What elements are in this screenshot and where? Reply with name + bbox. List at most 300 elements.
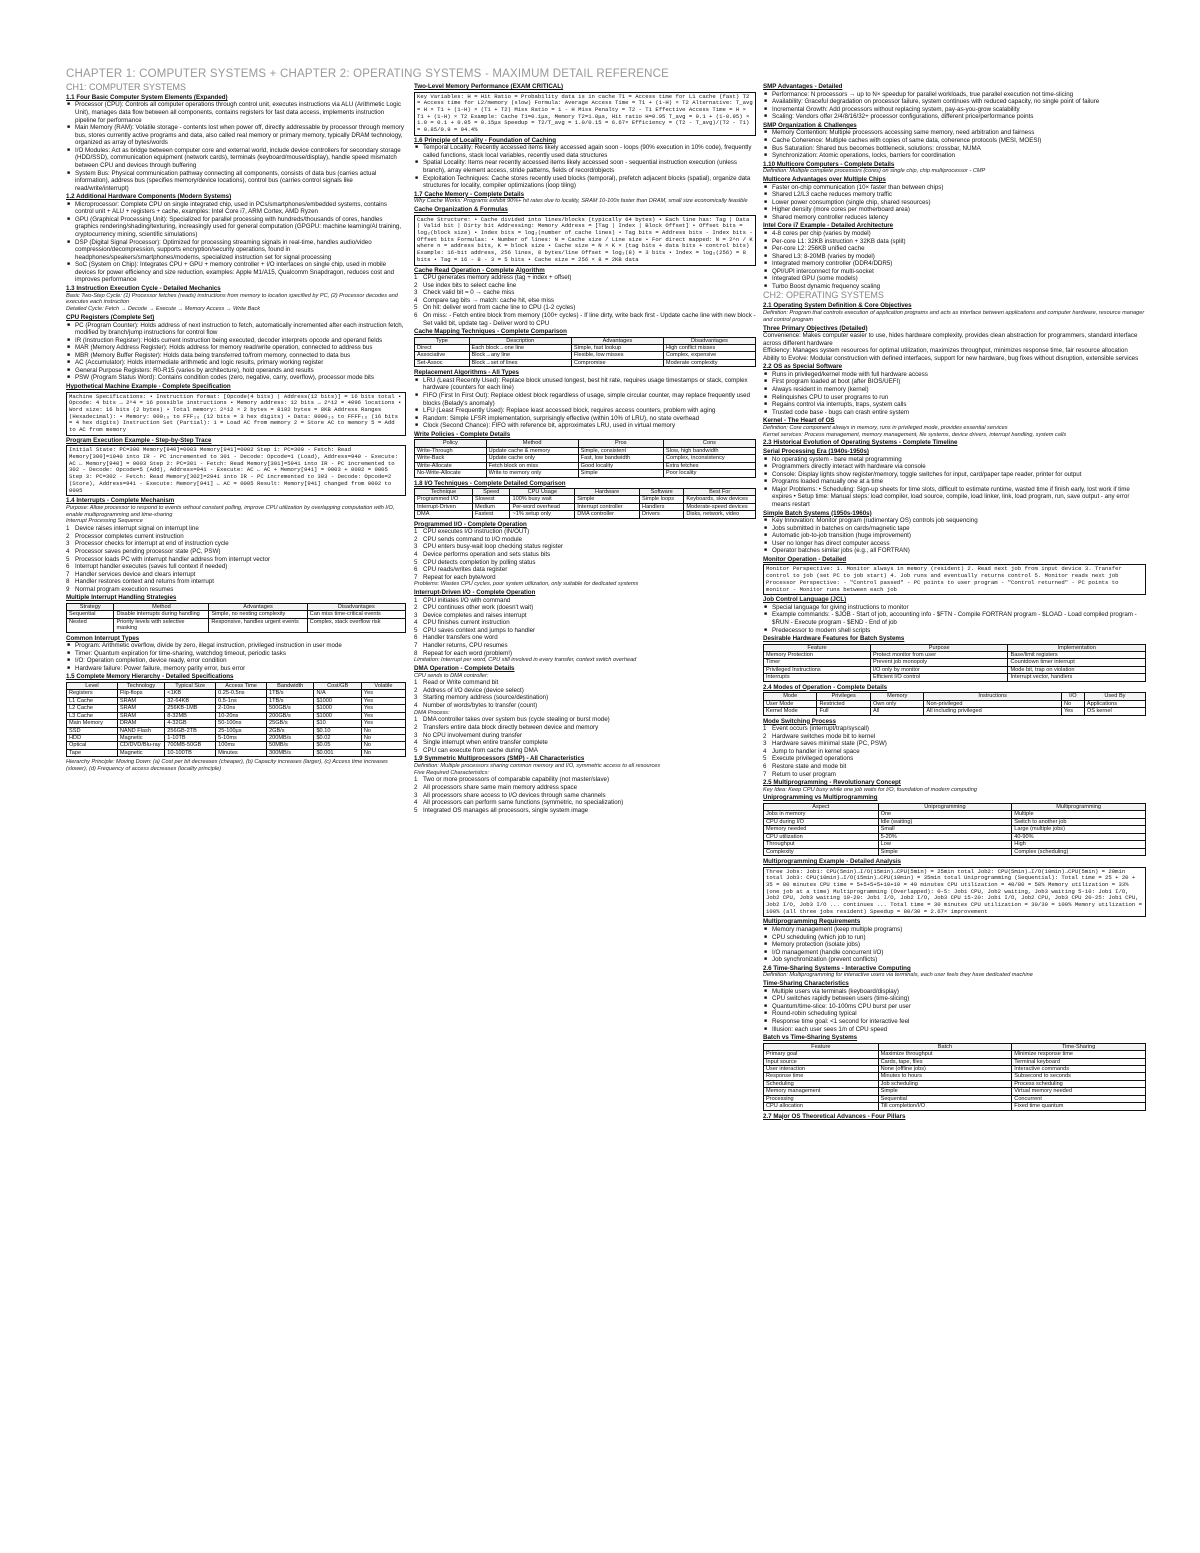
table-cell: Primary goal [764, 1051, 879, 1058]
table-cell: <1KB [165, 690, 216, 697]
numbered-item [66, 525, 406, 533]
item-number: 4 [414, 619, 418, 627]
item-text: Cache Coherence: Multiple caches with copies of same data, coherence protocols (MESI, MOESI) [772, 136, 1042, 144]
item-number: 1 [414, 776, 418, 784]
bullet-item [414, 392, 756, 407]
column-header: Implementation [1008, 644, 1146, 651]
bullet-item [763, 401, 1146, 409]
bullet-item [66, 124, 406, 147]
item-text: LFU (Least Frequently Used): Replace least accessed block, requires access counters, problem with aging [423, 407, 716, 415]
table-cell: Idle (waiting) [878, 818, 1012, 825]
table-cell: Yes [1061, 708, 1084, 715]
table-cell: Write-Allocate [415, 462, 487, 469]
column-header: Feature [764, 1043, 879, 1050]
item-text: Turbo Boost dynamic frequency scaling [772, 282, 881, 290]
table-header-row [415, 489, 756, 496]
table-row [415, 455, 756, 462]
item-text: Number of words/bytes to transfer (count) [423, 702, 538, 709]
data-table [414, 439, 756, 477]
item-text: Spatial Locality: Items near recently accessed items likely accessed soon - sequential instruction execution (unless branch), array element access, stride patterns, fields of record/objects [423, 159, 737, 175]
item-text: MAR (Memory Address Register): Holds address for memory read/write operation, connected to address bus [75, 344, 373, 352]
bullet-item [763, 283, 1146, 291]
data-table [414, 488, 756, 519]
section-heading: Multiple Interrupt Handling Strategies [66, 594, 177, 602]
table-cell: Drivers [640, 511, 684, 518]
table-row [67, 705, 406, 712]
table-cell: SRAM [117, 697, 164, 704]
bullet-item [763, 478, 1146, 486]
item-text: Program: Arithmetic overflow, divide by zero, illegal instruction, privileged instruction in user mode [75, 642, 342, 650]
item-number: 7 [414, 642, 418, 649]
table-cell: User interaction [764, 1065, 879, 1072]
table-cell: Fixed time quantum [1012, 1103, 1146, 1110]
table-cell: Good locality [578, 462, 663, 469]
section-heading: Interrupt-Driven I/O - Complete Operation [414, 589, 536, 597]
item-number: 7 [763, 770, 767, 778]
item-text: Integrated OS manages all processors, single system image [423, 806, 589, 814]
table-cell: $0.001 [314, 749, 361, 756]
table-row [67, 712, 406, 719]
item-text: No CPU involvement during transfer [423, 731, 523, 739]
item-text: Jump to handler in kernel space [772, 747, 860, 755]
table-cell: 0.5-1ns [216, 697, 267, 704]
table-cell: Efficient I/O control [870, 674, 1008, 681]
table-cell: $1000 [314, 705, 361, 712]
bullet-item [763, 199, 1146, 207]
numbered-item [414, 634, 756, 642]
table-cell: Poor locality [663, 470, 755, 477]
table-cell: Memory Protection [764, 652, 871, 659]
definition-note: Five Required Characteristics: [414, 769, 489, 776]
bullet-item [763, 547, 1146, 555]
table-cell: 5-10ms [216, 734, 267, 741]
table-cell: Interrupts [764, 674, 871, 681]
numbered-item [414, 776, 756, 784]
item-text: CPU can execute from cache during DMA [423, 746, 538, 754]
numbered-list [414, 776, 756, 814]
section-heading: 2.3 Historical Evolution of Operating Systems - Complete Timeline [763, 439, 958, 447]
definition-note: Limitation: Interrupt per word, CPU still involved in every transfer, context switch overhead [414, 657, 637, 664]
table-cell: ~1% setup only [510, 511, 575, 518]
column-header: Volatile [361, 682, 405, 689]
item-text: AC (Accumulator): Holds intermediate arithmetic and logic results, primary working register [75, 359, 324, 367]
column-header: Privileges [817, 693, 870, 700]
item-text: DSP (Digital Signal Processor): Optimized for processing streaming signals in real-time, handles audio/video compression/decompression, supports encryption/security operations, found in headphones/speakers/smartphones/modems, specialized instruction set for signal processing [75, 238, 372, 261]
numbered-item [66, 533, 406, 541]
table-cell: No [361, 749, 405, 756]
item-number: 2 [763, 732, 767, 740]
numbered-item [763, 755, 1146, 763]
data-table [66, 682, 406, 757]
item-text: Relinquishes CPU to user programs to run [772, 393, 889, 401]
table-cell: Till completion/I/O [878, 1103, 1012, 1110]
item-number: 1 [414, 274, 418, 282]
table-cell: Registers [67, 690, 118, 697]
bullet-item [66, 367, 406, 375]
table-row [67, 720, 406, 727]
item-text: Address of I/O device (device select) [423, 686, 524, 694]
table-cell: No [361, 742, 405, 749]
table-cell: 300MB/s [266, 749, 313, 756]
table-cell: Disks, network, video [684, 511, 756, 518]
table-cell: No [361, 727, 405, 734]
column-header: Instructions [924, 693, 1062, 700]
numbered-item [414, 747, 756, 755]
table-cell: Throughput [764, 841, 879, 848]
column-2 [414, 82, 756, 1498]
table-row [764, 1065, 1146, 1072]
numbered-item [414, 289, 756, 297]
table-cell: Simple [575, 496, 640, 503]
item-text: Repeat for each byte/word [423, 573, 496, 581]
section-heading: 2.4 Modes of Operation - Complete Details [763, 683, 888, 691]
table-cell: NAND Flash [117, 727, 164, 734]
item-text: Programs loaded manually one at a time [772, 478, 884, 486]
table-cell: DRAM [117, 720, 164, 727]
bullet-item [66, 101, 406, 124]
bullet-item [763, 191, 1146, 199]
table-cell: 1-10TB [165, 734, 216, 741]
table-row [67, 690, 406, 697]
table-cell: HDD [67, 734, 118, 741]
numbered-item [66, 586, 406, 594]
item-text: Console: Display lights show register/memory, toggle switches for input, card/paper tape reader, printer for output [772, 470, 1082, 478]
bullet-item [763, 956, 1146, 964]
bullet-item [763, 926, 1146, 934]
table-cell: No [1061, 700, 1084, 707]
table-cell: Per-word overhead [510, 503, 575, 510]
numbered-item [66, 540, 406, 548]
bullet-item [66, 374, 406, 382]
definition-note: Key Idea: Keep CPU busy while one job waits for I/O, foundation of modern computing [763, 786, 977, 793]
item-text: Jobs submitted in batches on cards/magnetic tape [772, 524, 910, 532]
table-cell: Write to memory only [486, 470, 578, 477]
item-text: Random: Simple LFSR implementation, surprisingly effective (within 10% of LRU), no state overhead [423, 414, 700, 422]
table-cell: 50-100ns [216, 720, 267, 727]
bullet-item [763, 378, 1146, 386]
numbered-list [66, 525, 406, 593]
table-cell: $0.05 [314, 742, 361, 749]
item-number: 1 [66, 525, 70, 533]
table-cell: Interactive commands [1012, 1065, 1146, 1072]
item-text: PSW (Program Status Word): Contains condition codes (zero, negative, carry, overflow), processor mode bits [75, 374, 374, 382]
table-cell: Programmed I/O [415, 496, 473, 503]
column-header: Uniprogramming [878, 804, 1012, 811]
section-heading: 2.5 Multiprogramming - Revolutionary Concept [763, 779, 901, 787]
bullet-item [66, 642, 406, 650]
numbered-item [66, 556, 406, 564]
item-text: Multiple users via terminals (keyboard/display) [772, 987, 899, 995]
numbered-list [414, 679, 756, 709]
table-cell: L3 Cache [67, 712, 118, 719]
columns [66, 82, 1146, 1498]
formula-box: Monitor Perspective: 1. Monitor always in memory (resident) 2. Read next job from input device 3. Transfer control to job (set PC to job start) 4. Job runs and eventually returns control 5. Monitor reads next job Processor Perspective: - "Control passed" - PC points to user program - "Control returned" - PC points to monitor - Monitor runs between each job [763, 564, 1146, 595]
item-text: I/O Modules: Act as bridge between computer core and external world, include device controllers for secondary storage (HDD/SSD), communication equipment (network cards), terminals (keyboard/mouse/display), handle speed mismatch between CPU and devices through buffering [75, 146, 401, 169]
table-cell: 25GB/s [266, 720, 313, 727]
item-number: 4 [414, 551, 418, 558]
formula-box: Machine Specifications: • Instruction format: [Opcode(4 bits) | Address(12 bits)] = 16 bits total • Opcode: 4 bits → 2^4 = 16 possible instructions • Memory address: 12 bits → 2^12 = 4096 locations • Word size: 16 bits (2 bytes) • Total memory: 2^12 × 2 bytes = 8192 bytes = 8KB Address Ranges (Hexadecimal): • Memory: 000₁₆ to FFF₁₆ (12 bits = 3 hex digits) • Data: 0000₁₆ to FFFF₁₆ (16 bits = 4 hex digits) Instruction Set (Partial): 1 = Load AC from memory 2 = Store AC to memory 5 = Add to AC from memory [66, 392, 406, 436]
numbered-item [66, 571, 406, 579]
column-header: Speed [472, 489, 510, 496]
data-table [763, 692, 1146, 715]
table-cell: Protect monitor from user [870, 652, 1008, 659]
bullet-item [66, 359, 406, 367]
bullet-list [66, 322, 406, 383]
section-heading: Kernel - The Heart of OS [763, 417, 835, 425]
section-heading: Three Primary Objectives (Detailed) [763, 324, 868, 332]
item-text: Check valid bit = 0 → cache miss [423, 289, 515, 297]
table-cell: Countdown timer interrupt [1008, 659, 1146, 666]
numbered-list [414, 716, 756, 754]
table-cell: 700MB-50GB [165, 742, 216, 749]
bullet-item [763, 517, 1146, 525]
table-header-row [764, 693, 1146, 700]
bullet-item [66, 665, 406, 673]
bullet-item [414, 415, 756, 423]
table-cell: CD/DVD/Blu-ray [117, 742, 164, 749]
item-number: 2 [414, 686, 418, 694]
bullet-item [414, 407, 756, 415]
table-cell: 0.25-0.5ns [216, 690, 267, 697]
table-row [764, 833, 1146, 840]
column-header: Method [114, 603, 209, 610]
numbered-item [414, 792, 756, 800]
table-cell: 100% busy wait [510, 496, 575, 503]
table-cell: CPU during I/O [764, 818, 879, 825]
section-heading: Desirable Hardware Features for Batch Systems [763, 635, 905, 643]
table-row [67, 742, 406, 749]
column-header: Level [67, 682, 118, 689]
item-text: Processor saves pending processor state (PC, PSW) [75, 547, 221, 555]
table-cell: High [1012, 841, 1146, 848]
column-header: Feature [764, 644, 871, 651]
table-cell: Responsive, handles urgent events [209, 618, 307, 632]
table-cell: Yes [361, 690, 405, 697]
item-number: 5 [763, 755, 767, 763]
bullet-item [763, 214, 1146, 222]
item-text: CPU sends command to I/O module [423, 535, 523, 543]
numbered-item [414, 739, 756, 747]
item-number: 6 [763, 762, 767, 770]
table-cell: Complex (scheduling) [1012, 848, 1146, 855]
item-text: CPU generates memory address (tag + index + offset) [423, 274, 572, 282]
numbered-item [414, 650, 756, 658]
table-row [415, 447, 756, 454]
table-cell: None (offline jobs) [878, 1065, 1012, 1072]
table-cell: $10 [314, 720, 361, 727]
formula-box: Cache Structure: • Cache divided into lines/blocks (typically 64 bytes) • Each line has: Tag | Data | Valid bit | Dirty bit Addressing: Memory Address = [Tag | Index | Block Offset] • Offset bits = log₂(block size) • Index bits = log₂(number of cache lines) • Tag bits = Address bits - Index bits - Offset bits Formulas: • Number of lines: N = Cache size / Line size • For direct mapped: N = 2^n / K where n = address bits, K = block size • Cache size = N × K × (tag bits + data bits + control bits) Example: 16-bit address, 256 lines, 8 bytes/line Offset = log₂(8) = 3 bits • Index = log₂(256) = 8 bits • Tag = 16 - 8 - 3 = 5 bits • Cache size = 256 × 8 = 2KB data [414, 215, 756, 266]
bullet-item [763, 1026, 1146, 1034]
item-text: Incremental Growth: Add processors without replacing system, pay-as-you-grow scalability [772, 105, 1020, 113]
table-row [764, 674, 1146, 681]
column-header: Disadvantages [307, 603, 405, 610]
bullet-item [66, 239, 406, 262]
chapter-heading: CH1: COMPUTER SYSTEMS [66, 82, 187, 92]
item-text: All processors can perform same functions (symmetric, no specialization) [423, 799, 624, 807]
table-cell: Switch to another job [1012, 818, 1146, 825]
item-number: 3 [414, 289, 418, 297]
analysis-box: Three Jobs: Job1: CPU(5min)→I/O(15min)→CPU(5min) = 25min total Job2: CPU(5min)→I/O(10min)→CPU(5min) = 20min total Job3: CPU(10min)→I/O(15min)→CPU(10min) = 35min total Uniprogramming (Sequential): Total time = 25 + 20 + 35 = 80 minutes CPU time = 5+5+5+5+10+10 = 40 minutes CPU utilization = 40/80 = 50% Memory utilization = 33% (one job at a time) Multiprogramming (Overlapped): 0-5: Job1 CPU, Job2 waiting, Job3 waiting 5-10: Job1 I/O, Job2 CPU, Job3 waiting 10-20: Job1 I/O, Job2 I/O, Job3 CPU 15-20: Job1 I/O, Job2 CPU, Job3 CPU 20-25: Job1 CPU, Job2 I/O, Job3 I/O ... continues ... Total time = 30 minutes CPU utilization = 30/30 = 100% Memory utilization = 100% (all three jobs resident) Speedup = 80/30 = 2.67× improvement [763, 867, 1146, 918]
table-cell: Each block→one line [469, 345, 571, 352]
table-cell: DMA [415, 511, 473, 518]
table-cell: $1000 [314, 697, 361, 704]
item-text: Handler restores context and returns from interrupt [75, 578, 214, 586]
item-text: Memory Contention: Multiple processors accessing same memory, need arbitration and fairness [772, 129, 1035, 137]
table-cell: Base/limit registers [1008, 652, 1146, 659]
table-cell: 256GB-2TB [165, 727, 216, 734]
table-cell: Complex, stack overflow risk [307, 618, 405, 632]
bullet-item [66, 337, 406, 345]
table-cell: CPU utilization [764, 833, 879, 840]
bullet-item [763, 206, 1146, 214]
table-cell: Write-Back [415, 455, 487, 462]
table-cell: Multiple [1012, 811, 1146, 818]
item-number: 3 [763, 740, 767, 748]
item-text: System Bus: Physical communication pathway connecting all components, consists of data bus (carries actual information), address bus (specifies memory/device locations), control bus (carries control signals like read/write/interrupt) [75, 169, 377, 192]
item-number: 5 [414, 746, 418, 754]
column-header: Method [486, 440, 578, 447]
table-cell: 500GB/s [266, 705, 313, 712]
definition-note: CPU sends to DMA controller: [414, 672, 489, 679]
item-text: Memory management (keep multiple programs) [772, 926, 903, 934]
bullet-item [763, 995, 1146, 1003]
table-cell: Scheduling [764, 1080, 879, 1087]
bullet-list [414, 377, 756, 430]
item-number: 3 [414, 791, 418, 799]
bullet-item [414, 144, 756, 159]
item-text: I/O management (handle concurrent I/O) [772, 948, 884, 956]
definition-note: Kernel services: Process management, memory management, file systems, device drivers, interrupt handling, system calls [763, 431, 1067, 438]
numbered-item [414, 724, 756, 732]
item-text: CPU scheduling (which job to run) [772, 933, 866, 941]
bullet-item [763, 238, 1146, 246]
table-header-row [67, 603, 406, 610]
table-cell: Input source [764, 1058, 879, 1065]
table-row [415, 470, 756, 477]
numbered-item [414, 627, 756, 635]
table-row [764, 659, 1146, 666]
item-text: Synchronization: Atomic operations, locks, barriers for coordination [772, 152, 955, 160]
column-header: I/O [1061, 693, 1084, 700]
section-heading: 1.2 Additional Hardware Components (Modern Systems) [66, 193, 232, 201]
table-row [415, 511, 756, 518]
table-cell: Non-privileged [924, 700, 1062, 707]
bullet-item [763, 934, 1146, 942]
bullet-list [763, 926, 1146, 964]
item-text: Programmers directly interact with hardware via console [772, 463, 926, 471]
item-number: 1 [763, 725, 767, 733]
table-cell: Block→set of lines [469, 359, 571, 366]
table-cell: No [361, 734, 405, 741]
table-row [764, 1051, 1146, 1058]
table-cell: Handlers [640, 503, 684, 510]
table-cell: SSD [67, 727, 118, 734]
item-text: Shared L3: 8-20MB (varies by model) [772, 252, 875, 260]
section-heading: 2.7 Major OS Theoretical Advances - Four Pillars [763, 1112, 906, 1120]
bullet-item [763, 253, 1146, 261]
numbered-list [414, 597, 756, 658]
column-header: Advantages [209, 603, 307, 610]
item-text: Use index bits to select cache line [423, 281, 517, 289]
item-text: Bus Saturation: Shared bus becomes bottleneck, solutions: crossbar, NUMA [772, 144, 981, 152]
column-header: Aspect [764, 804, 879, 811]
column-header: Purpose [870, 644, 1008, 651]
item-text: Faster on-chip communication (10× faster than between chips) [772, 183, 944, 191]
section-heading: 2.2 OS as Special Software [763, 363, 843, 371]
section-heading: Simple Batch Systems (1950s-1960s) [763, 509, 872, 517]
bullet-item [763, 532, 1146, 540]
item-number: 4 [414, 702, 418, 709]
item-text: Example commands: - $JOB - Start of job, accounting info - $FTN - Compile FORTRAN program - $LOAD - Load compiled program - $RUN - Execute program - $END - End of job [772, 611, 1137, 626]
table-cell: SRAM [117, 705, 164, 712]
item-text: Special language for giving instructions to monitor [772, 603, 909, 611]
item-text: Main Memory (RAM): Volatile storage - contents lost when power off, directly addressable by processor through memory bus, stores currently active programs and data, also called real memory or primary memory, typically DRAM technology, organized as array of bytes/words [75, 124, 404, 147]
definition-note: Definition: Multiple complete processors (cores) on single chip, chip multiprocessor - CMP [763, 168, 986, 175]
item-text: GPU (Graphical Processing Unit): Specialized for parallel processing with hundreds/thousands of cores, handles graphics rendering/shading/texturing, increasingly used for general computation (GPGPU: machine learning/AI training, cryptocurrency mining, scientific simulations) [75, 215, 402, 239]
definition-note: DMA Process: [414, 709, 450, 716]
page [66, 68, 1146, 1498]
table-cell: 8-32MB [165, 712, 216, 719]
table-cell: Flip-flops [117, 690, 164, 697]
item-text: Major Problems: • Scheduling: Sign-up sheets for time slots, difficult to estimate runtime, wasted time if finish early, lost work if time expires • Setup time: Manual steps: load compiler, load source, compile, load linker, link, load program, run, save output - any error means restart [772, 485, 1130, 508]
numbered-item [414, 702, 756, 710]
column-header: Time-Sharing [1012, 1043, 1146, 1050]
bullet-item [66, 650, 406, 658]
item-text: Processor loads PC with interrupt handler address from interrupt vector [75, 555, 270, 563]
table-cell: Process scheduling [1012, 1080, 1146, 1087]
table-cell: High conflict misses [663, 345, 755, 352]
item-number: 3 [414, 731, 418, 739]
numbered-item [414, 559, 756, 567]
item-text: Operator batches similar jobs (e.g., all FORTRAN) [772, 547, 910, 555]
numbered-item [66, 548, 406, 556]
bullet-item [66, 170, 406, 193]
table-cell: 40-90% [1012, 833, 1146, 840]
numbered-item [414, 716, 756, 724]
table-cell: Direct [415, 345, 470, 352]
bullet-item [66, 344, 406, 352]
section-heading: Two-Level Memory Performance (EXAM CRITICAL) [414, 83, 564, 90]
item-text: General Purpose Registers: R0-R15 (varies by architecture), hold operands and results [75, 366, 314, 374]
table-cell: DMA controller [575, 511, 640, 518]
item-text: Microprocessor: Complete CPU on single integrated chip, used in PCs/smartphones/embedded systems, contains control unit + ALU + registers + cache, examples: Intel Core i7, ARM Cortex, AMD Ryzen [75, 200, 387, 216]
section-heading: 1.9 Symmetric Multiprocessors (SMP) - All Characteristics [414, 755, 585, 763]
section-heading: 1.6 Principle of Locality - Foundation of Caching [414, 136, 556, 144]
table-cell: Block→any line [469, 352, 571, 359]
item-text: Scaling: Vendors offer 2/4/8/16/32+ processor configurations, different price/performance points [772, 113, 1034, 121]
table-cell: Small [878, 826, 1012, 833]
section-heading: Monitor Operation - Detailed [763, 555, 847, 563]
item-number: 2 [66, 532, 70, 540]
table-row [764, 848, 1146, 855]
definition-note: Definition: Program that controls execution of application programs and acts as interface between applications and computer hardware, resource manager and control program [763, 309, 1145, 323]
bullet-list [763, 129, 1146, 159]
table-cell: L1 Cache [67, 697, 118, 704]
table-row [67, 618, 406, 632]
bullet-item [763, 949, 1146, 957]
bullet-item [763, 386, 1146, 394]
item-text: Predecessor to modern shell scripts [772, 626, 871, 634]
numbered-list [763, 725, 1146, 778]
item-text: Job synchronization (prevent conflicts) [772, 956, 878, 964]
table-row [415, 352, 756, 359]
item-text: Integrated memory controller (DDR4/DDR5) [772, 260, 893, 268]
item-text: On miss: - Fetch entire block from memory (100+ cycles) - If line dirty, write back first - Update cache line with new block - Set valid bit, update tag - Deliver word to CPU [423, 311, 756, 327]
table-cell: Full [817, 708, 870, 715]
item-number: 1 [414, 679, 418, 687]
column-header: Used By [1084, 693, 1145, 700]
item-text: Exploitation Techniques: Cache stores recently used blocks (temporal), prefetch adjacent blocks (spatial), organize data structures for locality, compiler optimizations (loop tiling) [423, 174, 751, 190]
